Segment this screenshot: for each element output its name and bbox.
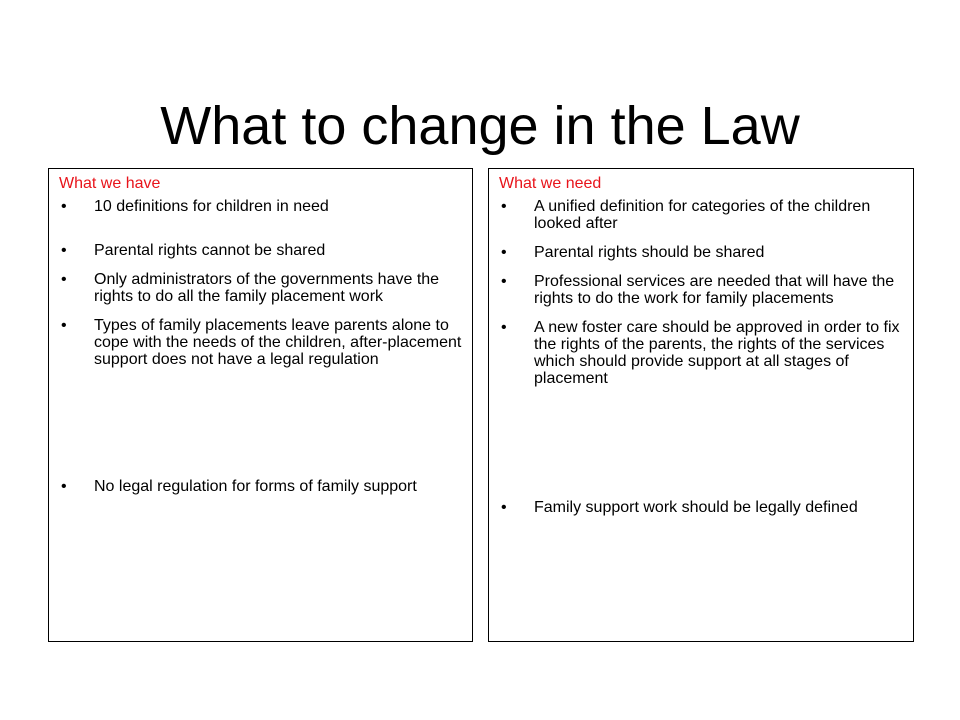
slide-title: What to change in the Law [160,96,800,157]
list-item [59,317,462,368]
list-item-text: Only administrators of the governments have the rights to do all the family placement work [94,271,440,305]
list-item-text: Parental rights should be shared [534,244,765,261]
list-item [499,499,903,516]
what-we-need-list [499,198,903,516]
bullet-icon: • [61,317,67,334]
list-item-text: 10 definitions for children in need [94,198,329,215]
what-we-have-panel [48,168,473,642]
bullet-icon: • [501,319,507,336]
what-we-have-list [59,198,462,495]
bullet-icon: • [61,198,67,215]
list-item-text: No legal regulation for forms of family support [94,478,417,495]
list-item-text: Parental rights cannot be shared [94,242,326,259]
list-item-text: A new foster care should be approved in order to fix the rights of the parents, the rights of the services which should provide support at all stages of placement [534,319,900,387]
bullet-icon: • [61,271,67,288]
list-item [499,319,903,387]
what-we-have-heading: What we have [59,175,161,192]
bullet-icon: • [501,499,507,516]
bullet-icon: • [61,478,67,495]
list-item [59,478,462,495]
list-item-text: Family support work should be legally defined [534,499,858,516]
list-item [499,198,903,232]
list-item [499,244,903,261]
list-item-text: A unified definition for categories of the children looked after [534,198,871,232]
list-item [59,198,462,215]
list-item-text: Professional services are needed that will have the rights to do the work for family placements [534,273,895,307]
list-item [59,242,462,259]
list-item-text: Types of family placements leave parents alone to cope with the needs of the children, after-placement support does not have a legal regulation [94,317,462,368]
bullet-icon: • [61,242,67,259]
bullet-icon: • [501,244,507,261]
list-item [59,271,462,305]
what-we-need-panel [488,168,914,642]
bullet-icon: • [501,198,507,215]
bullet-icon: • [501,273,507,290]
what-we-need-heading: What we need [499,175,602,192]
list-item [499,273,903,307]
